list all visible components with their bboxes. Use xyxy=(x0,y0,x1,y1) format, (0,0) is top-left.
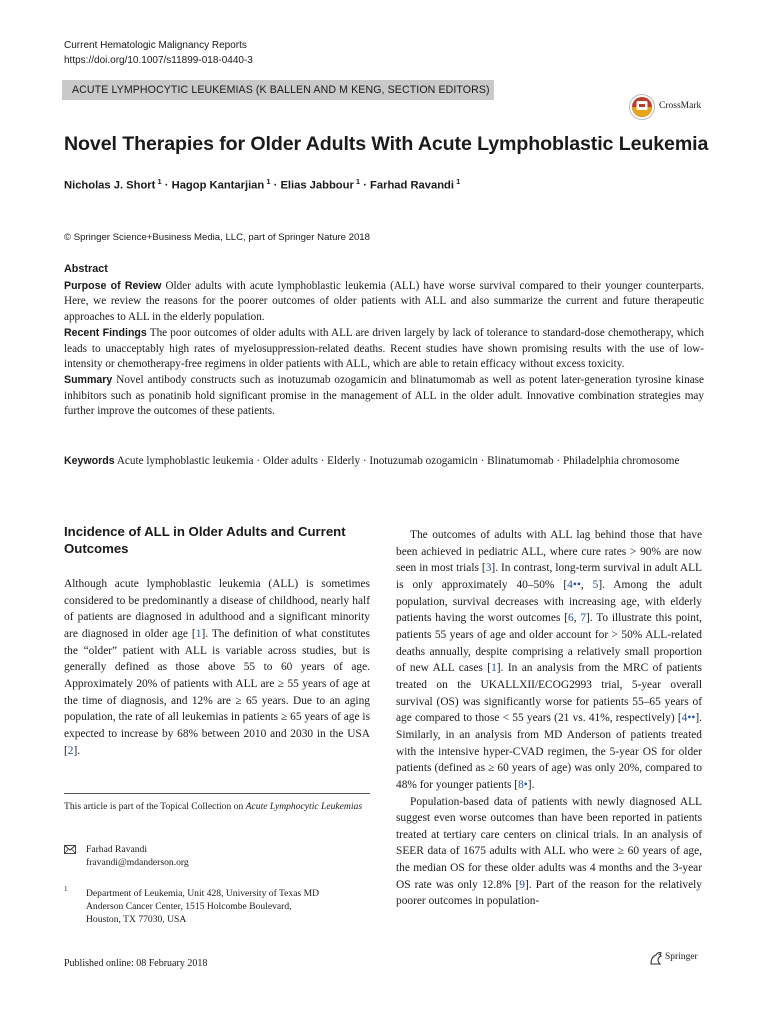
affiliation-line: Houston, TX 77030, USA xyxy=(86,914,187,925)
summary-label: Summary xyxy=(64,373,113,386)
text-run: ]. In an analysis from the MRC of patients treated on the UKALLXII/ECOG2993 trial, 5-year overall survival (OS) was significantly worse for patients 55–65 years of age compared to those < 55 years (21 vs. 41%, respectively) [ xyxy=(396,662,702,725)
contact-email[interactable]: fravandi@mdanderson.org xyxy=(86,857,189,868)
section-banner: ACUTE LYMPHOCYTIC LEUKEMIAS (K BALLEN AND M KENG, SECTION EDITORS) xyxy=(62,80,494,100)
affiliation xyxy=(86,887,319,926)
abstract-findings xyxy=(64,326,704,373)
affiliation-line: Anderson Cancer Center, 1515 Holcombe Boulevard, xyxy=(86,901,292,912)
text-run: , xyxy=(573,612,581,625)
author-separator: · xyxy=(161,179,172,192)
author-list xyxy=(64,177,460,192)
text-run: ]. In contrast, long-term survival in adult ALL is only approximately 40–50% [ xyxy=(396,562,702,591)
author-name[interactable]: Farhad Ravandi xyxy=(370,179,454,192)
body-paragraph xyxy=(64,576,370,759)
text-run: ]. Similarly, in an analysis from MD Anderson of patients treated with the intensive hyper-CVAD regimen, the 5-year OS for older patients (defined as ≥ 60 years of age) was only 20%, compared to 48% for younger patients [ xyxy=(396,712,702,791)
springer-label: Springer xyxy=(665,952,698,962)
author-name[interactable]: Hagop Kantarjian xyxy=(171,179,265,192)
doi-link[interactable]: https://doi.org/10.1007/s11899-018-0440-3 xyxy=(64,55,253,66)
author-name[interactable]: Elias Jabbour xyxy=(280,179,354,192)
citation-link[interactable]: 6 xyxy=(567,612,574,625)
keywords-label: Keywords xyxy=(64,455,115,467)
topical-prefix: This article is part of the Topical Collection on xyxy=(64,801,246,812)
text-run: ]. The definition of what constitutes the “older” patient with ALL is variable across studies, but is generally defined as those above 55 to 60 years of age. Approximately 20% of patients with ALL are ≥ 55 years of age at the time of diagnosis, and 12% are ≥ 65 years. Due to an aging population, the rate of all leukemias in patients ≥ 65 years of age is expected to increase by 68% between 2010 and 2030 in the USA [ xyxy=(64,627,370,757)
affiliation-line: Department of Leukemia, Unit 428, University of Texas MD xyxy=(86,888,320,899)
citation-link[interactable]: 5 xyxy=(592,578,599,591)
citation-link[interactable]: 4•• xyxy=(681,712,696,725)
citation-link[interactable]: 2 xyxy=(67,744,74,757)
crossmark-label: CrossMark xyxy=(659,101,702,111)
affiliation-number: 1 xyxy=(64,885,68,893)
topical-topic: Acute Lymphocytic Leukemias xyxy=(245,801,363,812)
paper-title: Novel Therapies for Older Adults With Acute Lymphoblastic Leukemia xyxy=(64,133,709,155)
text-run: ]. Among the adult population, survival decreases with increasing age, with elderly patients having the worst outcomes [ xyxy=(396,578,702,625)
citation-link[interactable]: 8• xyxy=(518,778,528,791)
abstract-purpose xyxy=(64,279,704,326)
author-separator: · xyxy=(270,179,281,192)
citation-link[interactable]: 1 xyxy=(195,627,202,640)
citation-link[interactable]: 4•• xyxy=(567,578,581,591)
body-paragraph xyxy=(396,527,702,794)
author-name[interactable]: Nicholas J. Short xyxy=(64,179,156,192)
contact-name: Farhad Ravandi xyxy=(86,844,148,855)
text-run: ]. Part of the reason for the relatively poorer outcomes in population- xyxy=(396,878,702,908)
abstract xyxy=(64,262,704,420)
text-run: Population-based data of patients with newly diagnosed ALL suggest even worse outcomes than have been reported in patients treated at tertiary care centers on clinical trials. In an analysis of SEER data of 1675 adults with ALL who were ≥ 60 years of age, the median OS for these older adults was 4 months and the 3-year OS rate was only 12.8% [ xyxy=(396,795,702,891)
footnote-divider xyxy=(64,793,370,794)
author-separator: · xyxy=(360,179,371,192)
purpose-label: Purpose of Review xyxy=(64,279,162,292)
findings-text: The poor outcomes of older adults with ALL are driven largely by lack of tolerance to standard-dose chemotherapy, which leads to unacceptably high rates of myelosuppression-related deaths. Recent studies have shown promising results with the use of low-intensity or chemotherapy-free regimens in older patients with ALL, which are able to retain efficacy without excess toxicity. xyxy=(64,326,705,371)
crossmark-icon xyxy=(628,93,656,121)
text-run: Although acute lymphoblastic leukemia (ALL) is sometimes considered to be predominantly a disease of childhood, nearly half of patients are diagnosed in adulthood and a significant minority are diagnosed in older age [ xyxy=(64,578,370,640)
springer-horse-icon xyxy=(648,950,664,966)
journal-name: Current Hematologic Malignancy Reports xyxy=(64,40,247,51)
citation-link[interactable]: 7 xyxy=(580,612,587,625)
citation-link[interactable]: 3 xyxy=(485,562,492,575)
citation-link[interactable]: 9 xyxy=(519,878,525,891)
author-affiliation-mark: 1 xyxy=(155,177,162,186)
abstract-heading: Abstract xyxy=(64,263,108,275)
right-column-body xyxy=(396,527,702,910)
author-affiliation-mark: 1 xyxy=(453,177,461,186)
crossmark-badge[interactable] xyxy=(628,94,708,120)
left-column-body xyxy=(64,576,370,759)
published-date: Published online: 08 February 2018 xyxy=(64,958,208,969)
envelope-icon xyxy=(64,845,76,854)
citation-link[interactable]: 1 xyxy=(491,662,497,675)
text-run: The outcomes of adults with ALL lag behind those that have been achieved in pediatric ALL, where cure rates > 90% are now seen in most trials [ xyxy=(396,529,702,575)
text-run: , xyxy=(580,578,593,591)
corresponding-author xyxy=(86,843,189,869)
section-heading: Incidence of ALL in Older Adults and Current Outcomes xyxy=(64,524,346,556)
purpose-text: Older adults with acute lymphoblastic leukemia (ALL) have worse survival compared to their younger counterparts. Here, we review the reasons for the poorer outcomes of older patients with ALL and also summarize the current and future therapeutic approaches to ALL in the elderly population. xyxy=(64,279,704,324)
abstract-summary xyxy=(64,373,704,420)
topical-collection-note xyxy=(64,800,370,813)
author-affiliation-mark: 1 xyxy=(264,177,271,186)
text-run: ]. xyxy=(527,778,535,791)
text-run: ]. xyxy=(73,744,81,757)
text-run: ]. To illustrate this point, patients 55 years of age and older account for > 50% ALL-related deaths annually, despite comprising a relatively small proportion of new ALL cases [ xyxy=(396,612,702,675)
author-affiliation-mark: 1 xyxy=(353,177,361,186)
copyright-notice: © Springer Science+Business Media, LLC, part of Springer Nature 2018 xyxy=(64,232,370,243)
body-paragraph xyxy=(396,794,702,911)
springer-logo xyxy=(648,949,708,967)
keywords-text: Acute lymphoblastic leukemia · Older adults · Elderly · Inotuzumab ozogamicin · Blinatumomab · Philadelphia chromosome xyxy=(114,455,680,467)
keywords xyxy=(64,454,704,470)
findings-label: Recent Findings xyxy=(64,326,147,339)
summary-text: Novel antibody constructs such as inotuzumab ozogamicin and blinatumomab as well as potent later-generation tyrosine kinase inhibitors such as ponatinib hold significant promise in the management of ALL in the older adult. Innovative combination strategies may further improve the outcomes of these patients. xyxy=(64,373,704,418)
